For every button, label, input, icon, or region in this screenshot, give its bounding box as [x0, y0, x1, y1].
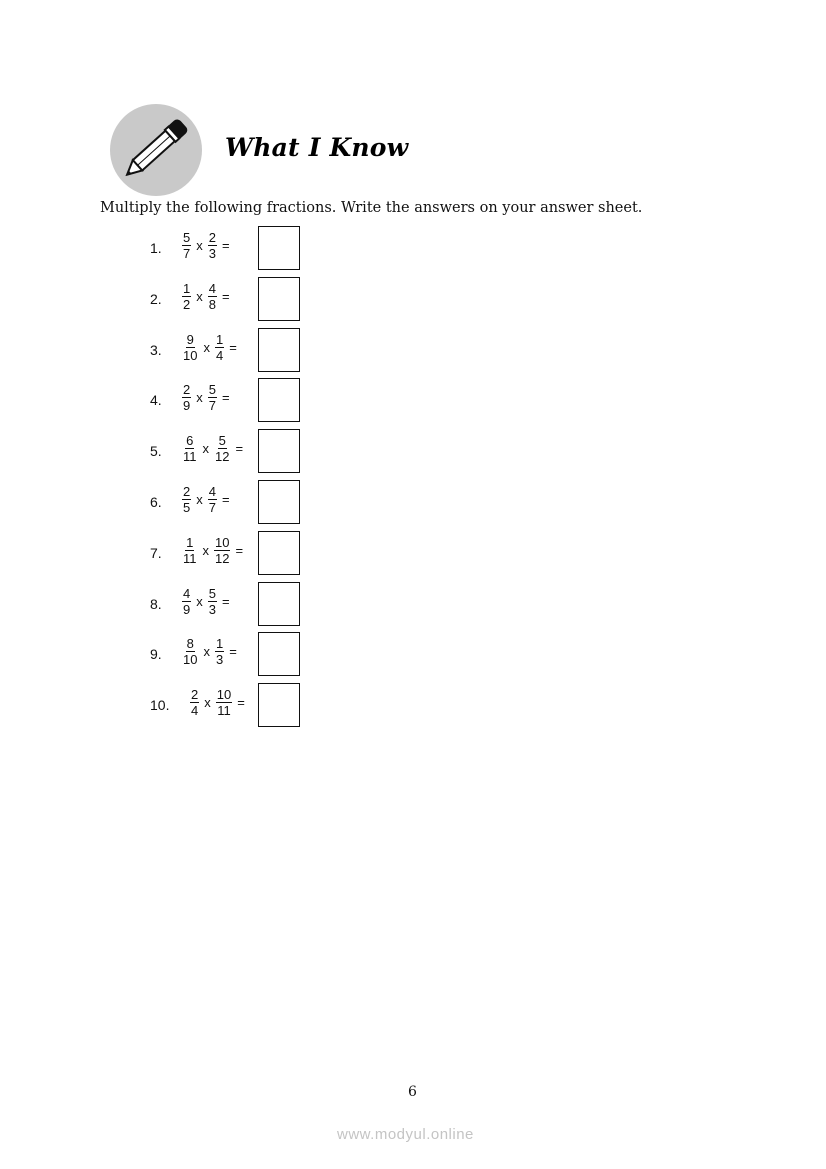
multiply-sign: x [203, 644, 210, 660]
first-fraction [180, 484, 193, 515]
answer-box[interactable] [258, 531, 300, 575]
second-fraction [206, 281, 219, 312]
problem-row [0, 277, 400, 323]
problem-row [0, 328, 400, 374]
denominator: 11 [183, 550, 197, 566]
answer-box[interactable] [258, 683, 300, 727]
second-fraction [212, 535, 232, 566]
fraction-expression [180, 230, 233, 261]
numerator: 1 [186, 534, 194, 550]
first-fraction [180, 636, 200, 667]
answer-box[interactable] [258, 328, 300, 372]
numerator: 1 [215, 331, 224, 347]
second-fraction [213, 332, 226, 363]
denominator: 3 [208, 601, 216, 617]
problem-row [0, 429, 400, 475]
problem-row [0, 226, 400, 272]
numerator: 2 [183, 484, 191, 499]
equals-sign: = [221, 288, 230, 304]
pencil-badge [110, 104, 202, 196]
numerator: 4 [208, 280, 216, 296]
answer-box[interactable] [258, 277, 300, 321]
multiply-sign: x [202, 441, 209, 457]
first-fraction [180, 433, 200, 464]
denominator: 2 [183, 296, 191, 312]
answer-box[interactable] [258, 226, 300, 270]
problem-number: 5. [150, 443, 162, 460]
problem-row [0, 531, 400, 577]
denominator: 4 [215, 347, 224, 363]
equals-sign: = [221, 390, 230, 406]
multiply-sign: x [196, 492, 203, 507]
problem-row [0, 632, 400, 678]
problem-row [0, 378, 400, 424]
denominator: 7 [208, 398, 216, 414]
first-fraction [180, 586, 193, 617]
second-fraction [206, 484, 219, 515]
problem-number: 6. [150, 494, 162, 510]
numerator: 5 [183, 230, 191, 245]
equals-sign: = [229, 339, 237, 355]
first-fraction [180, 281, 193, 312]
numerator: 2 [208, 230, 216, 245]
answer-box[interactable] [258, 582, 300, 626]
first-fraction [188, 687, 201, 718]
instructions-text: Multiply the following fractions. Write the answers on your answer sheet. [100, 200, 643, 216]
numerator: 1 [183, 280, 191, 296]
numerator: 9 [186, 331, 194, 347]
section-title: What I Know [225, 133, 409, 162]
denominator: 9 [183, 601, 191, 617]
denominator: 7 [208, 500, 216, 515]
numerator: 5 [208, 382, 216, 398]
problem-number: 4. [150, 392, 162, 409]
second-fraction [206, 586, 219, 617]
answer-box[interactable] [258, 378, 300, 422]
denominator: 5 [183, 500, 191, 515]
denominator: 10 [183, 652, 198, 668]
denominator: 11 [217, 703, 231, 719]
problem-number: 2. [150, 290, 162, 307]
denominator: 4 [191, 703, 199, 719]
numerator: 5 [208, 585, 216, 601]
problem-number: 7. [150, 544, 162, 561]
equals-sign: = [221, 238, 230, 253]
second-fraction [206, 230, 219, 261]
answer-box[interactable] [258, 632, 300, 676]
fraction-expression [180, 332, 240, 363]
numerator: 2 [183, 382, 191, 398]
fraction-expression [180, 636, 240, 667]
denominator: 8 [208, 296, 216, 312]
multiply-sign: x [203, 339, 210, 355]
numerator: 10 [216, 687, 232, 703]
fraction-expression [180, 586, 233, 617]
first-fraction [180, 382, 193, 413]
fraction-expression [180, 281, 233, 312]
numerator: 4 [208, 484, 216, 499]
fraction-expression [188, 687, 248, 718]
denominator: 7 [183, 246, 191, 261]
answer-box[interactable] [258, 480, 300, 524]
numerator: 6 [186, 433, 194, 449]
page-number: 6 [408, 1084, 417, 1100]
answer-box[interactable] [258, 429, 300, 473]
fraction-expression [180, 382, 233, 413]
fraction-expression [180, 535, 246, 566]
denominator: 11 [183, 449, 197, 465]
problem-number: 3. [150, 341, 162, 358]
first-fraction [180, 535, 200, 566]
denominator: 9 [183, 398, 191, 414]
numerator: 1 [215, 636, 224, 652]
first-fraction [180, 230, 193, 261]
multiply-sign: x [202, 542, 209, 558]
second-fraction [214, 687, 234, 718]
problem-number: 1. [150, 240, 162, 256]
multiply-sign: x [196, 390, 203, 406]
fraction-expression [180, 433, 246, 464]
denominator: 12 [215, 449, 230, 465]
multiply-sign: x [196, 238, 203, 253]
second-fraction [206, 382, 219, 413]
fraction-expression [180, 484, 233, 515]
problem-row [0, 480, 400, 526]
numerator: 2 [191, 687, 199, 703]
equals-sign: = [235, 441, 244, 457]
second-fraction [212, 433, 232, 464]
multiply-sign: x [196, 593, 203, 609]
numerator: 4 [183, 585, 191, 601]
numerator: 8 [186, 636, 194, 652]
multiply-sign: x [196, 288, 203, 304]
second-fraction [213, 636, 226, 667]
pencil-icon [110, 104, 202, 196]
equals-sign: = [229, 644, 237, 660]
multiply-sign: x [204, 695, 211, 711]
numerator: 5 [218, 433, 226, 449]
problem-row [0, 582, 400, 628]
numerator: 10 [215, 534, 230, 550]
problem-row [0, 683, 400, 729]
denominator: 12 [215, 550, 230, 566]
equals-sign: = [221, 593, 230, 609]
problem-number: 10. [150, 697, 170, 714]
denominator: 3 [208, 246, 216, 261]
problem-number: 8. [150, 595, 162, 612]
equals-sign: = [221, 492, 230, 507]
watermark: www.modyul.online [337, 1126, 474, 1143]
first-fraction [180, 332, 200, 363]
equals-sign: = [237, 695, 245, 711]
equals-sign: = [235, 542, 244, 558]
problem-number: 9. [150, 646, 162, 663]
denominator: 3 [215, 652, 224, 668]
denominator: 10 [183, 347, 198, 363]
